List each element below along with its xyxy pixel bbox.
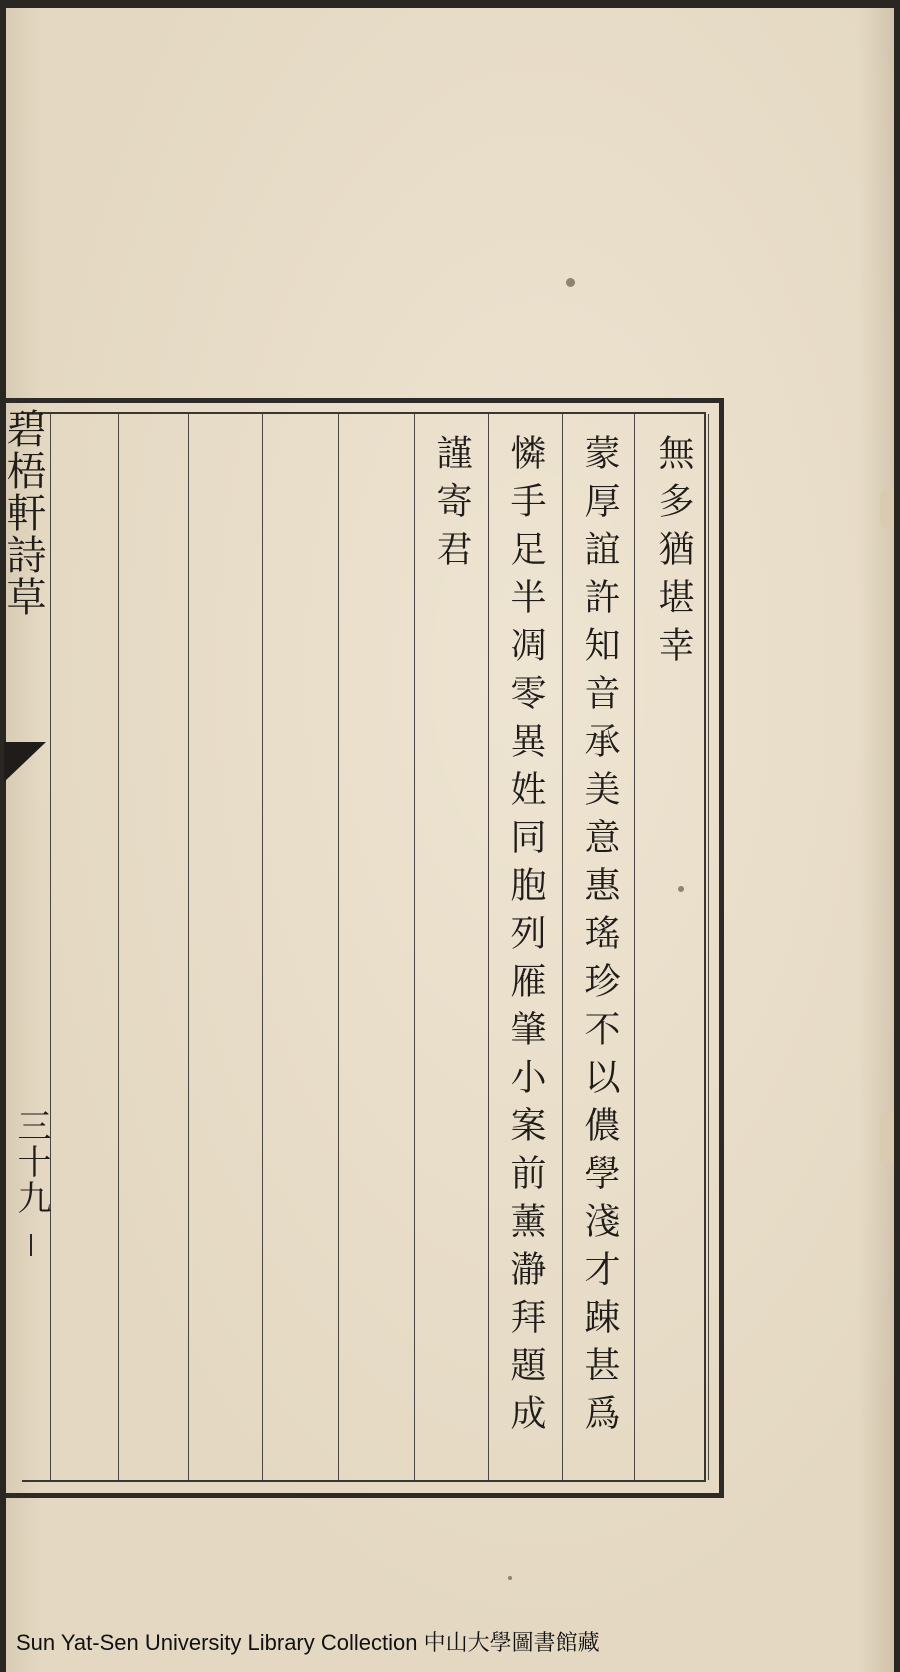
column-rule — [118, 414, 119, 1480]
ink-spot — [508, 1576, 512, 1580]
page-edge-tab — [880, 490, 894, 528]
column-rule — [634, 414, 635, 1480]
text-column-4: 謹寄君 — [431, 434, 472, 578]
column-rule — [562, 414, 563, 1480]
column-rule — [414, 414, 415, 1480]
leaf-number: 三十九 — [11, 1108, 51, 1216]
column-rule — [338, 414, 339, 1480]
spine-title: 碧梧軒詩草 — [0, 408, 46, 618]
fish-tail-mark — [4, 742, 46, 782]
column-rule — [50, 414, 51, 1480]
text-column-3: 憐手足半凋零異姓同胞列雁肇小案前薰瀞拜題成 — [505, 434, 546, 1442]
column-rule — [488, 414, 489, 1480]
page-edge-tab — [880, 1112, 894, 1164]
leaf-marker-line — [30, 1234, 32, 1256]
column-rule — [262, 414, 263, 1480]
ink-spot — [566, 278, 575, 287]
text-column-1: 無多猶堪幸 — [653, 434, 694, 674]
text-column-2: 蒙厚誼許知音承美意惠瑤珍不以儂學淺才踈甚爲 — [579, 434, 620, 1442]
column-rule — [708, 414, 709, 1480]
column-rule — [188, 414, 189, 1480]
library-credit: Sun Yat-Sen University Library Collection 中山大學圖書館藏 — [16, 1630, 600, 1655]
